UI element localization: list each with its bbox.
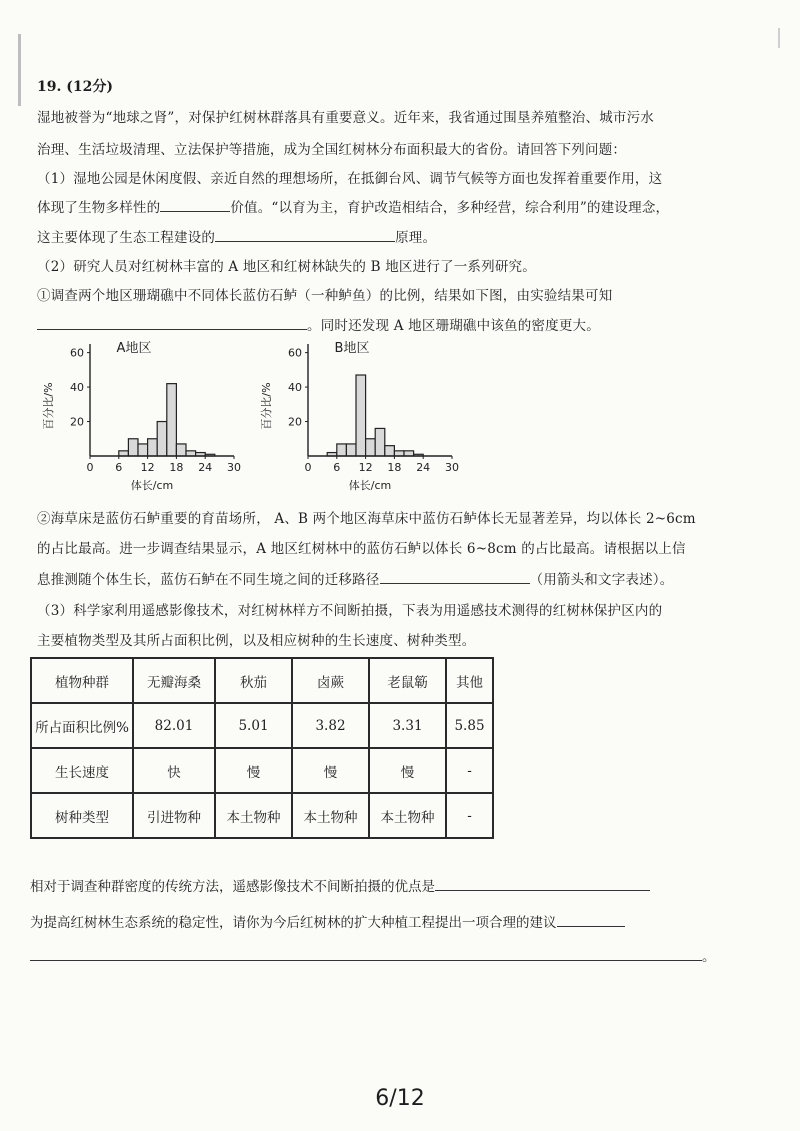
histogram-bar [138, 444, 148, 456]
histogram-bar [394, 451, 404, 456]
answer-blank-suggestion-line2[interactable] [30, 948, 702, 961]
x-tick-label: 12 [140, 461, 155, 474]
answer-blank-suggestion[interactable] [557, 914, 625, 927]
table-cell: 慢 [292, 748, 369, 793]
histogram-bar [148, 439, 158, 456]
y-tick-label: 60 [288, 346, 302, 360]
x-tick-label: 0 [86, 461, 94, 474]
x-tick-label: 12 [358, 461, 373, 474]
last-question-2-text: 为提高红树林生态系统的稳定性，请你为今后红树林的扩大种植工程提出一项合理的建议 [30, 915, 557, 931]
x-tick-label: 30 [445, 461, 459, 474]
table-cell: 所占面积比例% [31, 703, 133, 748]
histogram-bar [346, 444, 356, 456]
table-cell: - [446, 793, 493, 838]
histogram-bar [128, 439, 138, 456]
table-cell: 82.01 [133, 703, 215, 748]
part3-line-2: 主要植物类型及其所占面积比例，以及相应树种的生长速度、树种类型。 [37, 633, 476, 649]
last-question-2 [30, 911, 625, 931]
table-cell: 引进物种 [133, 793, 215, 838]
x-tick-label: 0 [304, 461, 312, 474]
table-cell: 无瓣海桑 [133, 658, 215, 703]
part2-item2-line-1: ②海草床是蓝仿石鲈重要的育苗场所， A、B 两个地区海草床中蓝仿石鲈体长无显著差异，均以体长 2~6cm [37, 511, 696, 527]
intro-line-2: 治理、生活垃圾清理、立法保护等措施，成为全国红树林分布面积最大的省份。请回答下列问题： [37, 142, 627, 158]
part2-item1-line-2-post: 。同时还发现 A 地区珊瑚礁中该鱼的密度更大。 [307, 318, 600, 334]
table-cell: 本土物种 [215, 793, 292, 838]
last-question-1-text: 相对于调查种群密度的传统方法，遥感影像技术不间断拍摄的优点是 [30, 879, 435, 895]
histogram-bar [119, 451, 129, 456]
x-tick-label: 18 [387, 461, 402, 474]
table-row [31, 793, 493, 838]
x-tick-label: 6 [115, 461, 123, 474]
histogram-bar [167, 384, 177, 456]
table-row [31, 703, 493, 748]
table-cell: 3.31 [369, 703, 446, 748]
part3-line-1: （3）科学家利用遥感影像技术，对红树林样方不间断拍摄，下表为用遥感技术测得的红树林保护区内的 [37, 603, 663, 619]
part1-line-2 [37, 196, 669, 216]
histogram-bar [337, 444, 347, 456]
page-number: 6/12 [375, 1086, 425, 1111]
histogram-bar [404, 451, 414, 456]
histogram-bar [176, 444, 186, 456]
table-cell: 快 [133, 748, 215, 793]
question-score: (12分) [66, 79, 113, 95]
table-cell: - [446, 748, 493, 793]
table-cell: 慢 [215, 748, 292, 793]
part2-item2-line-3 [37, 568, 673, 588]
table-cell: 其他 [446, 658, 493, 703]
scan-artifact [18, 34, 21, 106]
question-header [37, 76, 113, 96]
table-row [31, 748, 493, 793]
answer-blank-principle[interactable] [215, 229, 395, 242]
answer-blank-conclusion[interactable] [37, 317, 307, 330]
y-tick-label: 60 [70, 346, 84, 360]
x-axis-label: 体长/cm [348, 479, 392, 492]
last-question-2-continued [30, 945, 716, 965]
part1-line-2-post: 价值。“以育为主，育护改造相结合，多种经营，综合利用”的建设理念， [230, 200, 670, 216]
last-question-1 [30, 875, 650, 895]
table-cell: 3.82 [292, 703, 369, 748]
answer-blank-migration[interactable] [380, 571, 530, 584]
intro-line-1: 湿地被誉为“地球之肾”，对保护红树林群落具有重要意义。近年来，我省通过围垦养殖整治、城市污水 [37, 110, 655, 126]
part1-line-3 [37, 226, 436, 246]
part1-line-3-post: 原理。 [395, 230, 437, 246]
question-number: 19. [37, 79, 62, 95]
x-axis-label: 体长/cm [130, 479, 174, 492]
histogram-bar [366, 439, 376, 456]
table-cell: 生长速度 [31, 748, 133, 793]
y-tick-label: 20 [288, 415, 302, 429]
part2-intro: （2）研究人员对红树林丰富的 A 地区和红树林缺失的 B 地区进行了一系列研究。 [37, 259, 536, 275]
chart-a-region [41, 340, 241, 492]
x-tick-label: 30 [227, 461, 241, 474]
histogram-bar [356, 375, 366, 456]
part1-line-1: （1）湿地公园是休闲度假、亲近自然的理想场所，在抵御台风、调节气候等方面也发挥着重要作用，这 [37, 171, 663, 187]
chart-b-region [259, 340, 459, 492]
table-cell: 老鼠簕 [369, 658, 446, 703]
answer-blank-advantage[interactable] [435, 878, 650, 891]
part2-item2-line-3-post: （用箭头和文字表述）。 [529, 572, 674, 588]
plant-data-table [30, 657, 494, 839]
part2-item1-line-2 [37, 314, 600, 334]
table-cell: 本土物种 [292, 793, 369, 838]
end-mark: 。 [702, 949, 716, 965]
part2-item2-line-2: 的占比最高。进一步调查结果显示，A 地区红树林中的蓝仿石鲈以体长 6~8cm 的占比最高。请根据以上信 [37, 541, 686, 557]
histogram-bar [385, 446, 395, 456]
part1-line-3-pre: 这主要体现了生态工程建设的 [37, 230, 216, 246]
histogram-bar [157, 422, 167, 456]
table-cell: 植物种群 [31, 658, 133, 703]
table-cell: 慢 [369, 748, 446, 793]
part1-line-2-pre: 体现了生物多样性的 [37, 200, 161, 216]
y-tick-label: 20 [70, 415, 84, 429]
chart-title: A地区 [116, 341, 152, 356]
x-tick-label: 18 [169, 461, 184, 474]
x-tick-label: 24 [198, 461, 213, 474]
part2-item1-line-1: ①调查两个地区珊瑚礁中不同体长蓝仿石鲈（一种鲈鱼）的比例，结果如下图，由实验结果可知 [37, 288, 613, 304]
y-tick-label: 40 [70, 381, 84, 395]
histogram-bar [186, 451, 196, 456]
table-cell: 秋茄 [215, 658, 292, 703]
table-cell: 本土物种 [369, 793, 446, 838]
table-cell: 5.01 [215, 703, 292, 748]
y-axis-label: 百分比/% [260, 382, 273, 430]
table-cell: 树种类型 [31, 793, 133, 838]
y-axis-label: 百分比/% [42, 382, 55, 430]
table-cell: 5.85 [446, 703, 493, 748]
part2-item2-line-3-pre: 息推测随个体生长，蓝仿石鲈在不同生境之间的迁移路径 [37, 572, 380, 588]
scan-artifact [778, 28, 780, 48]
histogram-bar [375, 428, 385, 456]
x-tick-label: 24 [416, 461, 431, 474]
histogram-figure [30, 336, 470, 506]
chart-title: B地区 [334, 341, 370, 356]
x-tick-label: 6 [333, 461, 341, 474]
answer-blank-value[interactable] [160, 199, 230, 212]
table-row [31, 658, 493, 703]
y-tick-label: 40 [288, 381, 302, 395]
table-cell: 卤蕨 [292, 658, 369, 703]
